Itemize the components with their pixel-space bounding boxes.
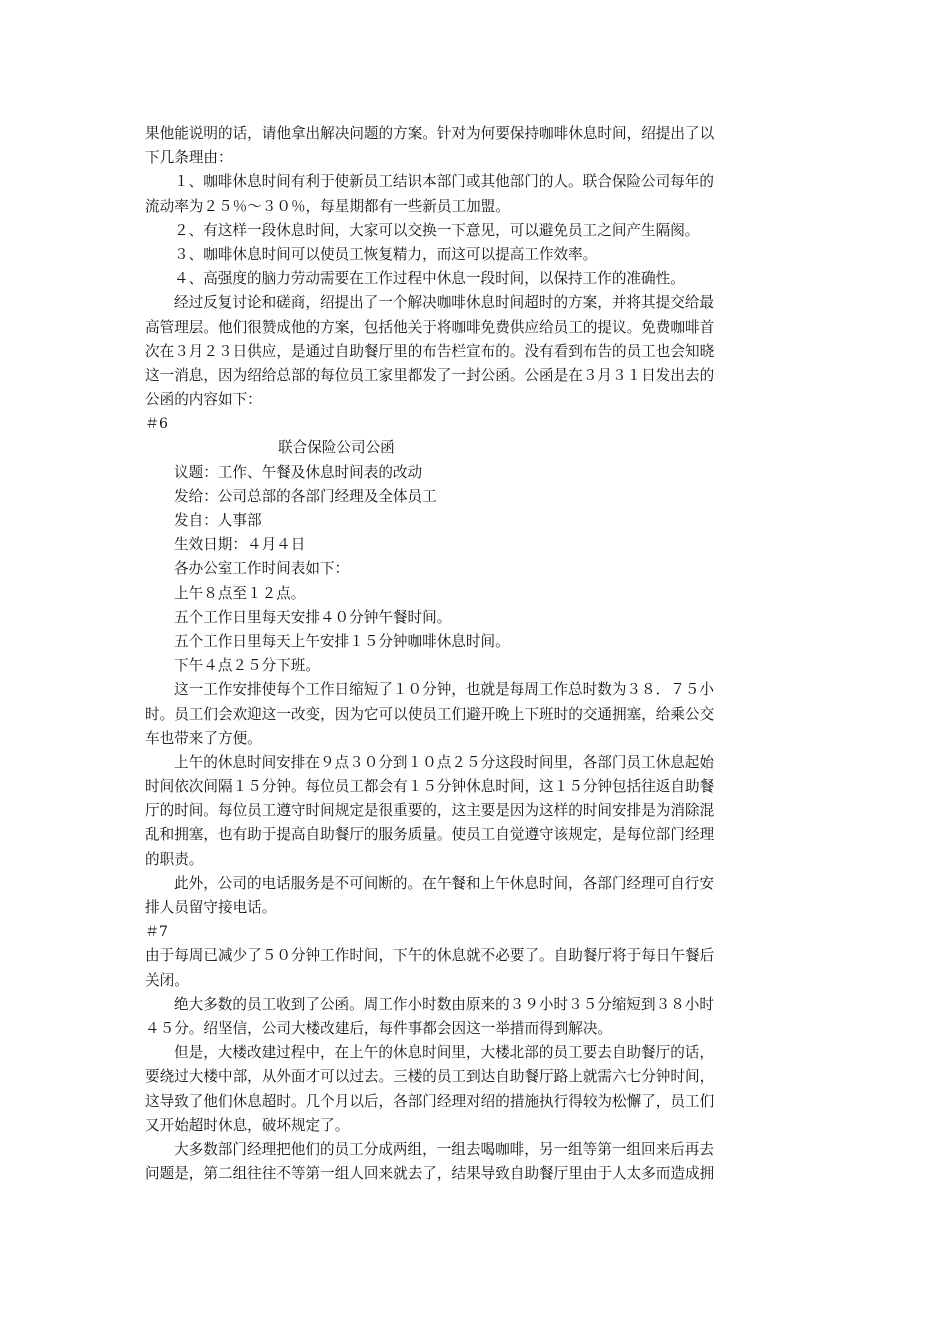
text-line: 又开始超时休息，破坏规定了。 — [145, 1116, 350, 1134]
text-line: 时间依次间隔１５分钟。每位员工都会有１５分钟休息时间，这１５分钟包括往返自助餐 — [145, 778, 715, 796]
text-line: 五个工作日里每天安排４０分钟午餐时间。 — [174, 608, 452, 626]
text-line: 关闭。 — [145, 971, 189, 989]
text-line: 由于每周已减少了５０分钟工作时间，下午的休息就不必要了。自助餐厅将于每日午餐后 — [145, 947, 715, 965]
text-line: 要绕过大楼中部，从外面才可以过去。三楼的员工到达自助餐厅路上就需六七分钟时间， — [145, 1068, 715, 1086]
text-line: 次在３月２３日供应，是通过自助餐厅里的布告栏宣布的。没有看到布告的员工也会知晓 — [145, 342, 715, 360]
text-line: 议题：工作、午餐及休息时间表的改动 — [174, 463, 423, 481]
text-line: ３、咖啡休息时间可以使员工恢复精力，而这可以提高工作效率。 — [174, 245, 598, 263]
text-line: 上午８点至１２点。 — [174, 584, 306, 602]
text-line: 下午４点２５分下班。 — [174, 657, 320, 675]
text-line: 发给：公司总部的各部门经理及全体员工 — [174, 487, 437, 505]
text-line: 高管理层。他们很赞成他的方案，包括他关于将咖啡免费供应给员工的提议。免费咖啡首 — [145, 318, 715, 336]
memo-title: 联合保险公司公函 — [278, 439, 395, 457]
section-marker: ＃7 — [145, 924, 168, 941]
text-line: 发自：人事部 — [174, 512, 262, 529]
text-line: 果他能说明的话，请他拿出解决问题的方案。针对为何要保持咖啡休息时间，绍提出了以 — [145, 125, 715, 142]
text-line: 但是，大楼改建过程中，在上午的休息时间里，大楼北部的员工要去自助餐厅的话， — [174, 1044, 714, 1062]
text-line: 这一工作安排使每个工作日缩短了１０分钟，也就是每周工作总时数为３８．７５小 — [174, 681, 714, 699]
text-line: １、咖啡休息时间有利于使新员工结识本部门或其他部门的人。联合保险公司每年的 — [174, 173, 714, 191]
text-line: 大多数部门经理把他们的员工分成两组，一组去喝咖啡，另一组等第一组回来后再去 — [174, 1140, 714, 1158]
text-line: ４、高强度的脑力劳动需要在工作过程中休息一段时间，以保持工作的准确性。 — [174, 270, 685, 288]
text-line: 时。员工们会欢迎这一改变，因为它可以使员工们避开晚上下班时的交通拥塞，给乘公交 — [145, 705, 715, 723]
text-line: 生效日期：４月４日 — [174, 536, 306, 554]
text-line: 绝大多数的员工收到了公函。周工作小时数由原来的３９小时３５分缩短到３８小时 — [174, 995, 714, 1013]
text-line: 上午的休息时间安排在９点３０分到１０点２５分这段时间里，各部门员工休息起始 — [174, 753, 714, 771]
text-line: 这导致了他们休息超时。几个月以后，各部门经理对绍的措施执行得较为松懈了，员工们 — [145, 1092, 715, 1110]
text-line: 厅的时间。每位员工遵守时间规定是很重要的，这主要是因为这样的时间安排是为消除混 — [145, 802, 715, 820]
document-page — [145, 122, 810, 1186]
text-line: ４５分。绍坚信，公司大楼改建后，每件事都会因这一举措而得到解决。 — [145, 1019, 613, 1037]
text-line: 的职责。 — [145, 850, 204, 868]
text-line: 经过反复讨论和磋商，绍提出了一个解决咖啡休息时间超时的方案，并将其提交给最 — [174, 294, 714, 312]
text-line: 这一消息，因为绍给总部的每位员工家里都发了一封公函。公函是在３月３１日发出去的 — [145, 366, 715, 384]
text-line: ２、有这样一段休息时间，大家可以交换一下意见，可以避免员工之间产生隔阂。 — [174, 221, 700, 239]
text-line: 各办公室工作时间表如下： — [174, 560, 350, 578]
text-line: 下几条理由： — [145, 149, 233, 167]
text-line: 问题是，第二组往往不等第一组人回来就去了，结果导致自助餐厅里由于人太多而造成拥 — [145, 1165, 715, 1183]
section-marker: ＃6 — [145, 416, 168, 433]
text-line: 公函的内容如下： — [145, 391, 262, 409]
text-line: 排人员留守接电话。 — [145, 899, 277, 916]
text-line: 此外，公司的电话服务是不可间断的。在午餐和上午休息时间，各部门经理可自行安 — [174, 874, 714, 892]
text-line: 流动率为２５％～３０％，每星期都有一些新员工加盟。 — [145, 197, 510, 215]
text-line: 乱和拥塞，也有助于提高自助餐厅的服务质量。使员工自觉遵守该规定，是每位部门经理 — [145, 826, 715, 844]
text-line: 车也带来了方便。 — [145, 729, 262, 747]
text-line: 五个工作日里每天上午安排１５分钟咖啡休息时间。 — [174, 632, 510, 650]
